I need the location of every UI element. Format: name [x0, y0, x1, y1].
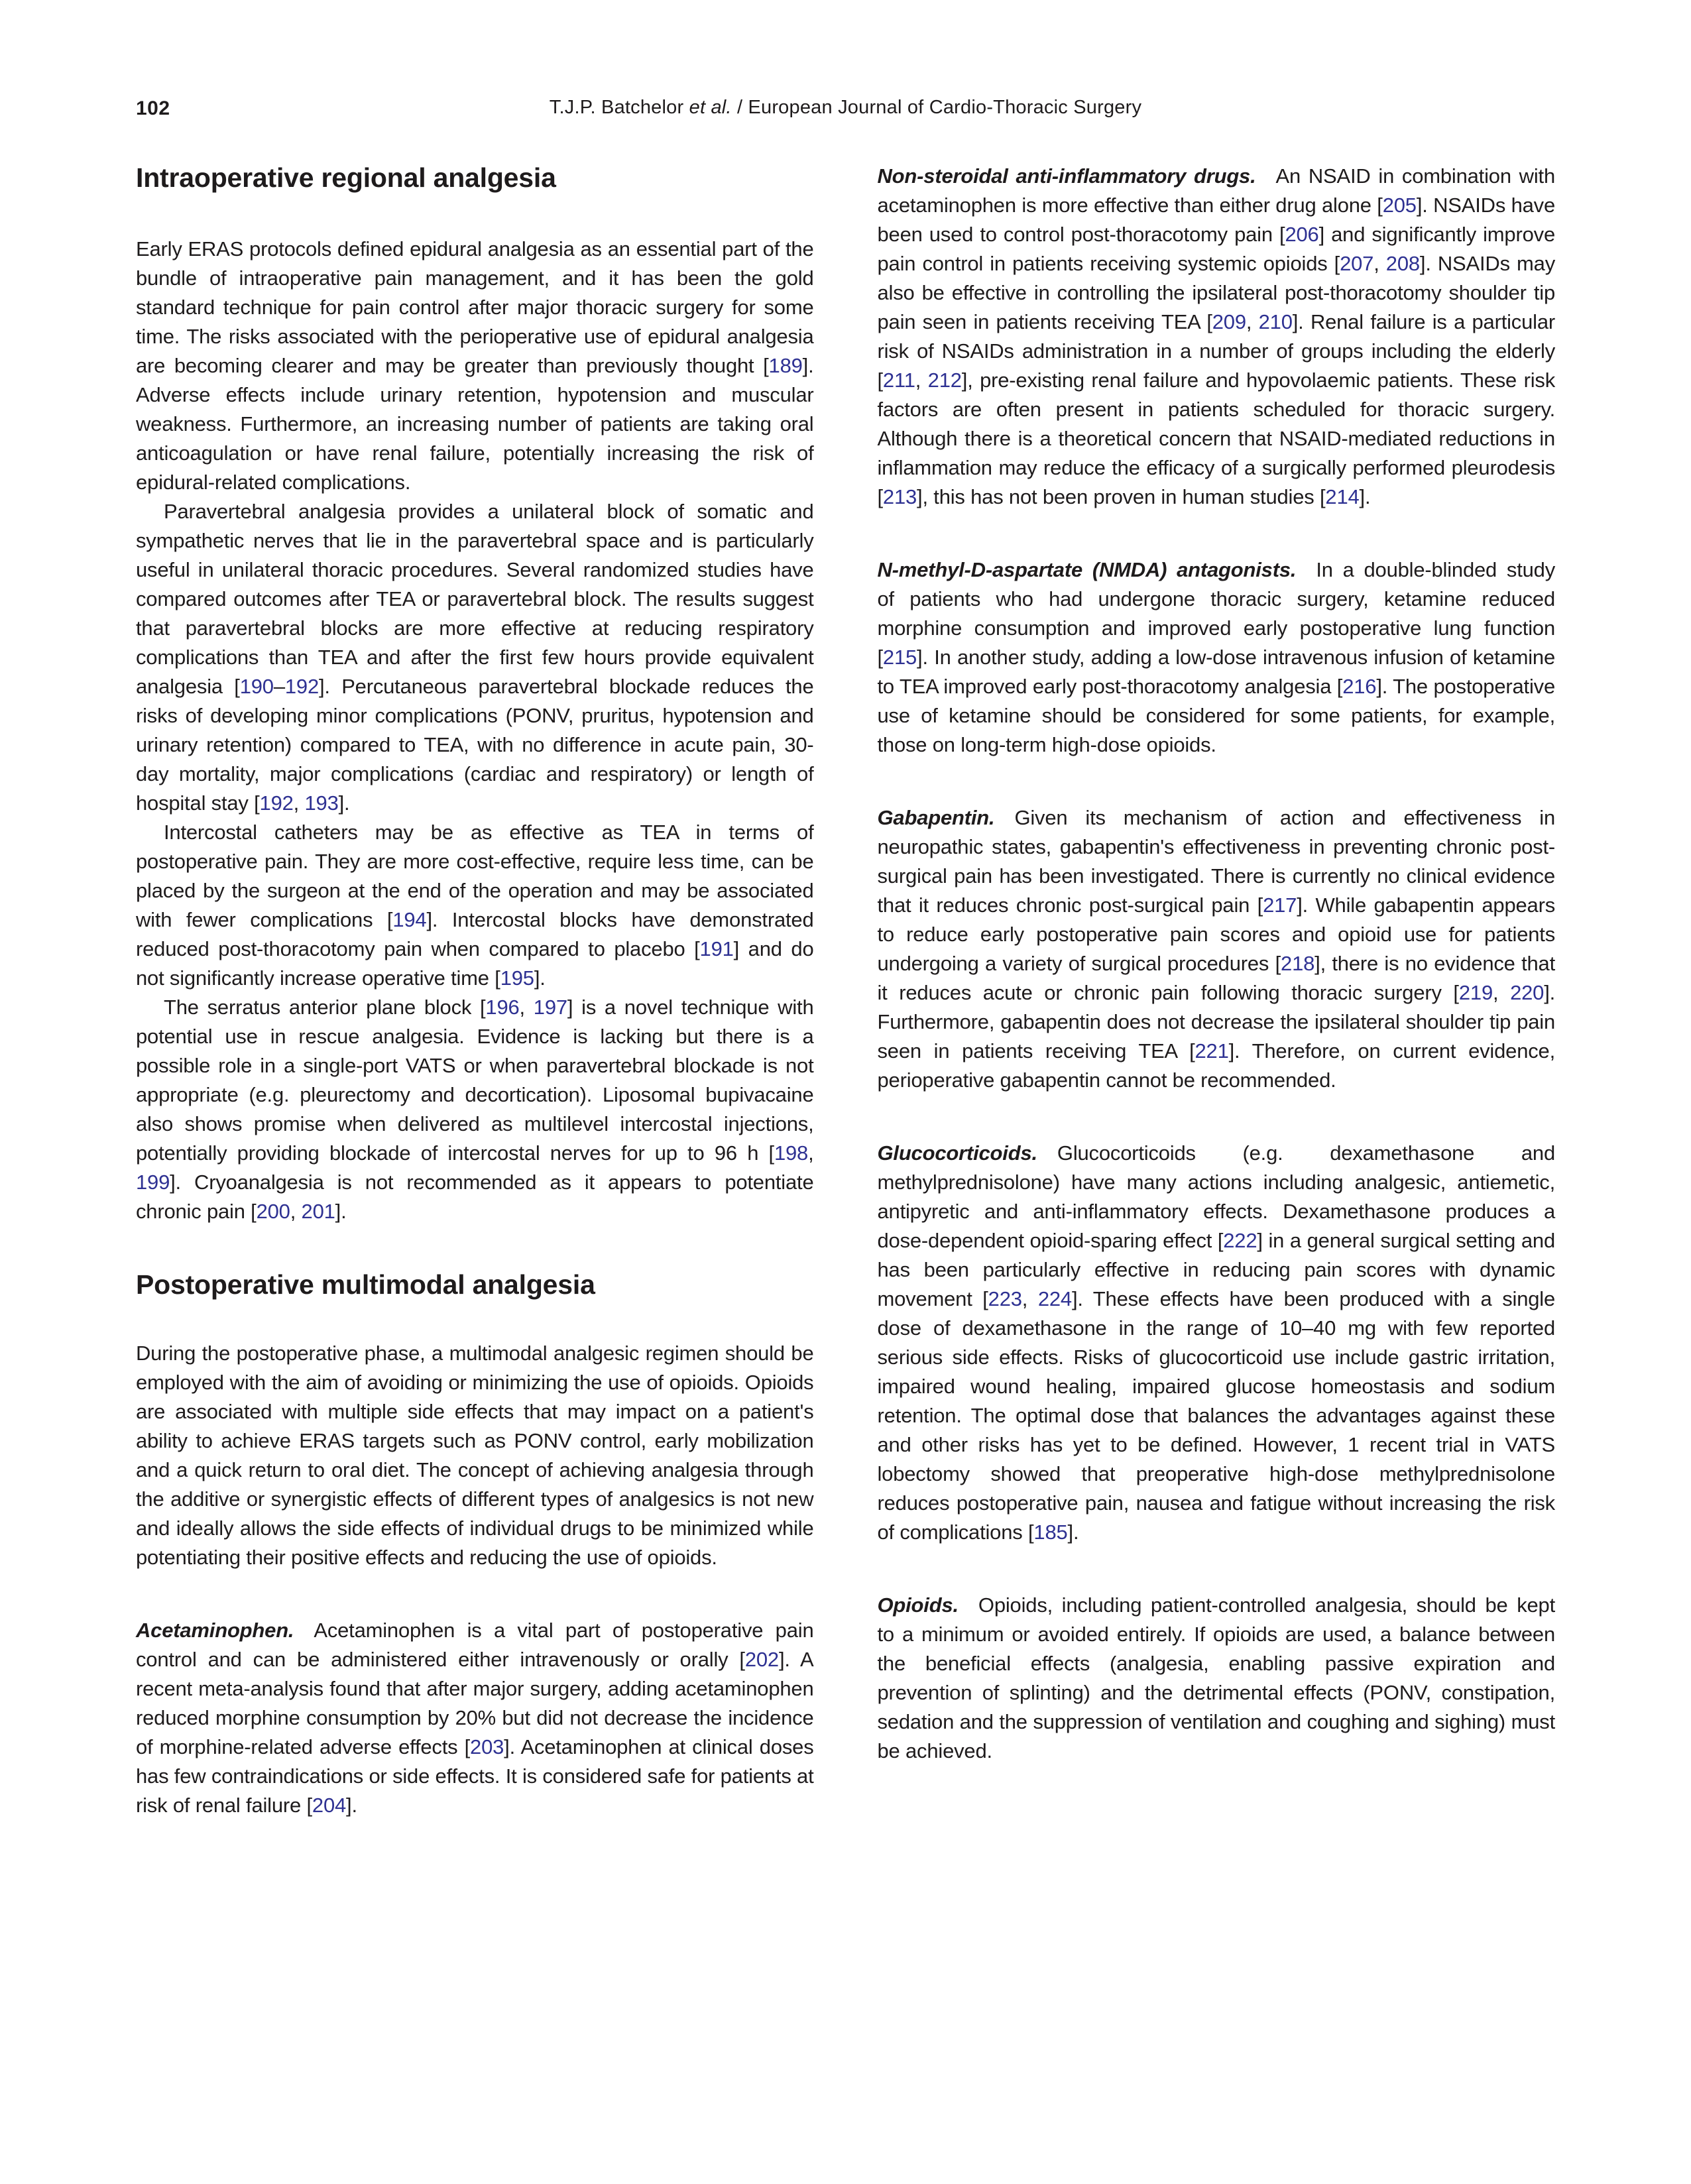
page-header	[0, 97, 1691, 125]
subsection-title: Opioids.	[877, 1593, 959, 1617]
citation-link[interactable]: 224	[1037, 1287, 1072, 1310]
citation-link[interactable]: 219	[1458, 981, 1493, 1004]
subsection-opioids	[878, 1591, 1556, 1766]
citation-link[interactable]: 213	[882, 485, 917, 508]
paragraph: Paravertebral analgesia provides a unilateral block of somatic and sympathetic nerves that lie in the paravertebral space and is particularly useful in unilateral thoracic procedures. Several randomized studies have compared outcomes after TEA or paravertebral block. The results suggest that paravertebral blocks are more effective at reducing respiratory complications than TEA and after the first few hours provide equivalent analgesia [190–192]. Percutaneous paravertebral blockade reduces the risks of developing minor complications (PONV, pruritus, hypotension and urinary retention) compared to TEA, with no difference in acute pain, 30-day mortality, major complications (cardiac and respiratory) or length of hospital stay [192, 193].	[136, 500, 814, 815]
subsection-gabapentin	[878, 803, 1556, 1095]
citation-link[interactable]: 198	[774, 1141, 809, 1165]
citation-link[interactable]: 220	[1510, 981, 1545, 1004]
citation-link[interactable]: 218	[1281, 952, 1315, 975]
paragraph: Early ERAS protocols defined epidural analgesia as an essential part of the bundle of intraoperative pain management, and it has been the gold standard technique for pain control after major thoracic surgery for some time. The risks associated with the perioperative use of epidural analgesia are becoming clearer and may be greater than previously thought [189]. Adverse effects include urinary retention, hypotension and muscular weakness. Furthermore, an increasing number of patients are taking oral anticoagulation or have renal failure, potentially increasing the risk of epidural-related complications.	[136, 237, 814, 494]
citation-link[interactable]: 193	[304, 791, 339, 815]
citation-link[interactable]: 209	[1212, 310, 1246, 333]
running-title-journal: / European Journal of Cardio-Thoracic Surgery	[731, 97, 1142, 118]
running-title	[0, 97, 1691, 119]
citation-link[interactable]: 196	[485, 996, 520, 1019]
subsection-glucocorticoids	[878, 1139, 1556, 1547]
left-column	[136, 162, 814, 1820]
running-title-authors: T.J.P. Batchelor	[549, 97, 689, 118]
citation-link[interactable]: 199	[136, 1171, 170, 1194]
citation-link[interactable]: 200	[256, 1200, 290, 1223]
citation-link[interactable]: 204	[312, 1794, 347, 1817]
paragraph: The serratus anterior plane block [196, 197] is a novel technique with potential use in rescue analgesia. Evidence is lacking but there is a possible role in a single-port VATS or when paravertebral blockade is not appropriate (e.g. pleurectomy and decortication). Liposomal bupivacaine also shows promise when delivered as multilevel intercostal injections, potentially providing blockade of intercostal nerves for up to 96 h [198, 199]. Cryoanalgesia is not recommended as it appears to potentiate chronic pain [200, 201].	[136, 996, 814, 1223]
subsection-text: In a double-blinded study of patients who had undergone thoracic surgery, ketamine reduced morphine consumption and improved early postoperative lung function [215]. In another study, adding a low-dose intravenous infusion of ketamine to TEA improved early post-thoracotomy analgesia [216]. The postoperative use of ketamine should be considered for some patients, for example, those on long-term high-dose opioids.	[877, 558, 1556, 756]
citation-link[interactable]: 191	[699, 937, 734, 960]
subsection-text: Acetaminophen is a vital part of postoperative pain control and can be administered either intravenously or orally [202]. A recent meta-analysis found that after major surgery, adding acetaminophen reduced morphine consumption by 20% but did not decrease the incidence of morphine-related adverse effects [203]. Acetaminophen at clinical doses has few contraindications or side effects. It is considered safe for patients at risk of renal failure [204].	[136, 1619, 814, 1817]
citation-link[interactable]: 205	[1382, 194, 1417, 217]
citation-link[interactable]: 211	[882, 369, 915, 392]
subsection-text: Glucocorticoids (e.g. dexamethasone and methylprednisolone) have many actions including analgesic, antiemetic, antipyretic and anti-inflammatory effects. Dexamethasone produces a dose-dependent opioid-sparing effect [222] in a general surgical setting and has been particularly effective in reducing pain scores with dynamic movement [223, 224]. These effects have been produced with a single dose of dexamethasone in the range of 10–40 mg with few reported serious side effects. Risks of glucocorticoid use include gastric irritation, impaired wound healing, impaired glucose homeostasis and sodium retention. The optimal dose that balances the advantages against these and other risks has yet to be defined. However, 1 recent trial in VATS lobectomy showed that preoperative high-dose methylprednisolone reduces postoperative pain, nausea and fatigue without increasing the risk of complications [185].	[877, 1141, 1556, 1544]
citation-link[interactable]: 185	[1033, 1521, 1068, 1544]
citation-link[interactable]: 216	[1342, 675, 1377, 698]
citation-link[interactable]: 214	[1325, 485, 1360, 508]
subsection-title: Acetaminophen.	[136, 1619, 294, 1642]
citation-link[interactable]: 223	[988, 1287, 1022, 1310]
citation-link[interactable]: 208	[1385, 252, 1420, 275]
citation-link[interactable]: 207	[1340, 252, 1374, 275]
running-title-etal: et al.	[689, 97, 732, 118]
citation-link[interactable]: 201	[301, 1200, 335, 1223]
citation-link[interactable]: 222	[1223, 1229, 1257, 1252]
citation-link[interactable]: 210	[1258, 310, 1293, 333]
citation-link[interactable]: 192	[284, 675, 319, 698]
paragraph: Intercostal catheters may be as effective as TEA in terms of postoperative pain. They are more cost-effective, require less time, can be placed by the surgeon at the end of the operation and may be associated with fewer complications [194]. Intercostal blocks have demonstrated reduced post-thoracotomy pain when compared to placebo [191] and do not significantly increase operative time [195].	[136, 821, 814, 990]
section-heading-postoperative-multimodal-analgesia: Postoperative multimodal analgesia	[136, 1269, 595, 1300]
citation-link[interactable]: 212	[927, 369, 962, 392]
subsection-title: Gabapentin.	[877, 806, 995, 829]
subsection-nsaids	[878, 162, 1556, 512]
subsection-acetaminophen	[136, 1616, 814, 1820]
citation-link[interactable]: 195	[500, 966, 534, 990]
two-column-body	[136, 162, 1555, 1820]
citation-link[interactable]: 221	[1195, 1039, 1229, 1063]
subsection-title: Non-steroidal anti-inflammatory drugs.	[877, 164, 1256, 188]
right-column	[878, 162, 1556, 1820]
citation-link[interactable]: 203	[470, 1735, 504, 1758]
citation-link[interactable]: 194	[392, 908, 427, 931]
subsection-title: Glucocorticoids.	[877, 1141, 1037, 1165]
subsection-title: N-methyl-D-aspartate (NMDA) antagonists.	[877, 558, 1297, 581]
subsection-text: Given its mechanism of action and effectiveness in neuropathic states, gabapentin's effectiveness in preventing chronic post-surgical pain has been investigated. There is currently no clinical evidence that it reduces chronic post-surgical pain [217]. While gabapentin appears to reduce early postoperative pain scores and opioid use for patients undergoing a variety of surgical procedures [218], there is no evidence that it reduces acute or chronic pain following thoracic surgery [219, 220]. Furthermore, gabapentin does not decrease the ipsilateral shoulder tip pain seen in patients receiving TEA [221]. Therefore, on current evidence, perioperative gabapentin cannot be recommended.	[877, 806, 1556, 1092]
citation-link[interactable]: 190	[239, 675, 274, 698]
section-heading-intraoperative-regional-analgesia: Intraoperative regional analgesia	[136, 162, 556, 193]
citation-link[interactable]: 217	[1263, 893, 1297, 917]
citation-link[interactable]: 189	[768, 354, 803, 377]
subsection-text: An NSAID in combination with acetaminophen is more effective than either drug alone [205]. NSAIDs have been used to control post-thoracotomy pain [206] and significantly improve pain control in patients receiving systemic opioids [207, 208]. NSAIDs may also be effective in controlling the ipsilateral post-thoracotomy shoulder tip pain seen in patients receiving TEA [209, 210]. Renal failure is a particular risk of NSAIDs administration in a number of groups including the elderly [211, 212], pre-existing renal failure and hypovolaemic patients. These risk factors are often present in patients scheduled for thoracic surgery. Although there is a theoretical concern that NSAID-mediated reductions in inflammation may reduce the efficacy of a surgically performed pleurodesis [213], this has not been proven in human studies [214].	[877, 164, 1556, 508]
subsection-text: Opioids, including patient-controlled analgesia, should be kept to a minimum or avoided entirely. If opioids are used, a balance between the beneficial effects (analgesia, enabling passive expiration and prevention of splinting) and the detrimental effects (PONV, constipation, sedation and the suppression of ventilation and coughing and sighing) must be achieved.	[877, 1593, 1555, 1762]
paragraph: During the postoperative phase, a multimodal analgesic regimen should be employed with the aim of avoiding or minimizing the use of opioids. Opioids are associated with multiple side effects that may impact on a patient's ability to achieve ERAS targets such as PONV control, early mobilization and a quick return to oral diet. The concept of achieving analgesia through the additive or synergistic effects of different types of analgesics is not new and ideally allows the side effects of individual drugs to be minimized while potentiating their positive effects and reducing the use of opioids.	[136, 1342, 814, 1569]
page-number: 102	[136, 97, 170, 119]
citation-link[interactable]: 202	[744, 1648, 779, 1671]
subsection-nmda-antagonists	[878, 555, 1556, 760]
citation-link[interactable]: 215	[882, 646, 917, 669]
citation-link[interactable]: 206	[1285, 223, 1319, 246]
citation-link[interactable]: 192	[259, 791, 294, 815]
citation-link[interactable]: 197	[533, 996, 567, 1019]
